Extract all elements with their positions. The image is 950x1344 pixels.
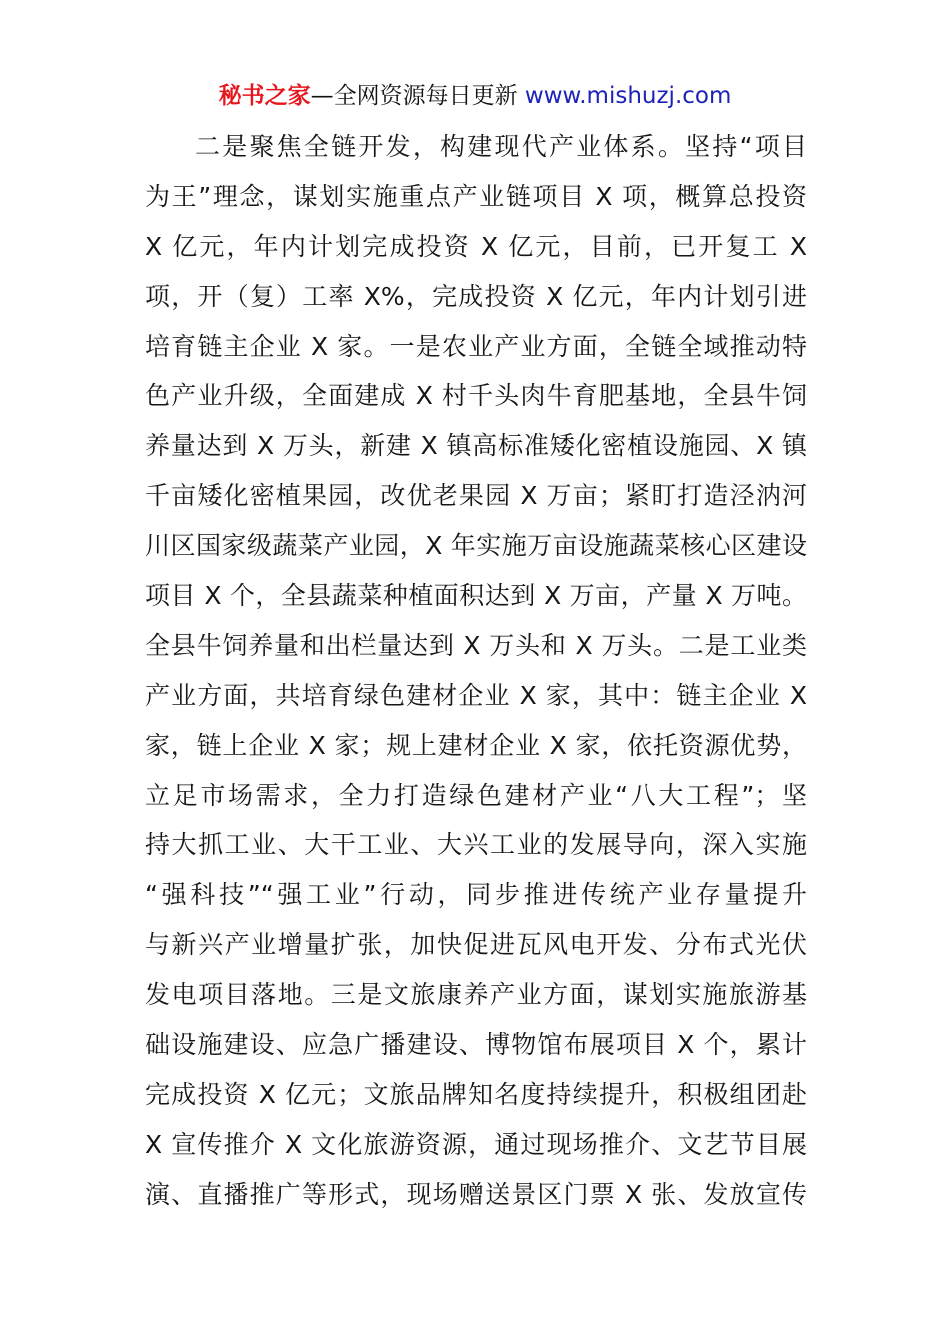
text-line: 础设施建设、应急广播建设、博物馆布展项目 X 个，累计 <box>145 1030 807 1060</box>
text-line: 发电项目落地。三是文旅康养产业方面，谋划实施旅游基 <box>145 980 807 1010</box>
text-line: 二是聚焦全链开发，构建现代产业体系。坚持“项目 <box>195 132 807 161</box>
body-paragraph <box>145 122 807 1220</box>
text-line: 立足市场需求，全力打造绿色建材产业“八大工程”；坚 <box>145 780 807 810</box>
text-line: 为王”理念，谋划实施重点产业链项目 X 项，概算总投资 <box>145 181 807 211</box>
brand-name: 秘书之家 <box>218 83 311 109</box>
text-line: 产业方面，共培育绿色建材企业 X 家，其中：链主企业 X <box>145 680 807 710</box>
text-line: 千亩矮化密植果园，改优老果园 X 万亩；紧盯打造泾汭河 <box>145 481 807 511</box>
text-line: 项目 X 个，全县蔬菜种植面积达到 X 万亩，产量 X 万吨。 <box>145 581 807 611</box>
header-tagline: —全网资源每日更新 <box>310 83 518 109</box>
text-line: 色产业升级，全面建成 X 村千头肉牛育肥基地，全县牛饲 <box>145 381 807 411</box>
text-line: 演、直播推广等形式，现场赠送景区门票 X 张、发放宣传 <box>145 1179 807 1209</box>
website-link[interactable]: www.mishuzj.com <box>524 83 732 109</box>
text-line: 家，链上企业 X 家；规上建材企业 X 家，依托资源优势， <box>145 730 807 760</box>
text-line: X 亿元，年内计划完成投资 X 亿元，目前，已开复工 X <box>145 231 807 261</box>
text-line: 川区国家级蔬菜产业园，X 年实施万亩设施蔬菜核心区建设 <box>145 531 807 561</box>
text-line: 项，开（复）工率 X%，完成投资 X 亿元，年内计划引进 <box>145 281 807 311</box>
text-line: X 宣传推介 X 文化旅游资源，通过现场推介、文艺节目展 <box>145 1129 807 1159</box>
text-line: 培育链主企业 X 家。一是农业产业方面，全链全域推动特 <box>145 331 807 361</box>
text-line: 持大抓工业、大干工业、大兴工业的发展导向，深入实施 <box>145 830 807 860</box>
text-line: 与新兴产业增量扩张，加快促进瓦风电开发、分布式光伏 <box>145 930 807 960</box>
text-line: 完成投资 X 亿元；文旅品牌知名度持续提升，积极组团赴 <box>145 1079 807 1109</box>
page-header <box>0 80 950 112</box>
text-line: 养量达到 X 万头，新建 X 镇高标准矮化密植设施园、X 镇 <box>145 431 807 461</box>
text-line: 全县牛饲养量和出栏量达到 X 万头和 X 万头。二是工业类 <box>145 630 807 660</box>
text-line: “强科技”“强工业”行动，同步推进传统产业存量提升 <box>145 880 807 910</box>
